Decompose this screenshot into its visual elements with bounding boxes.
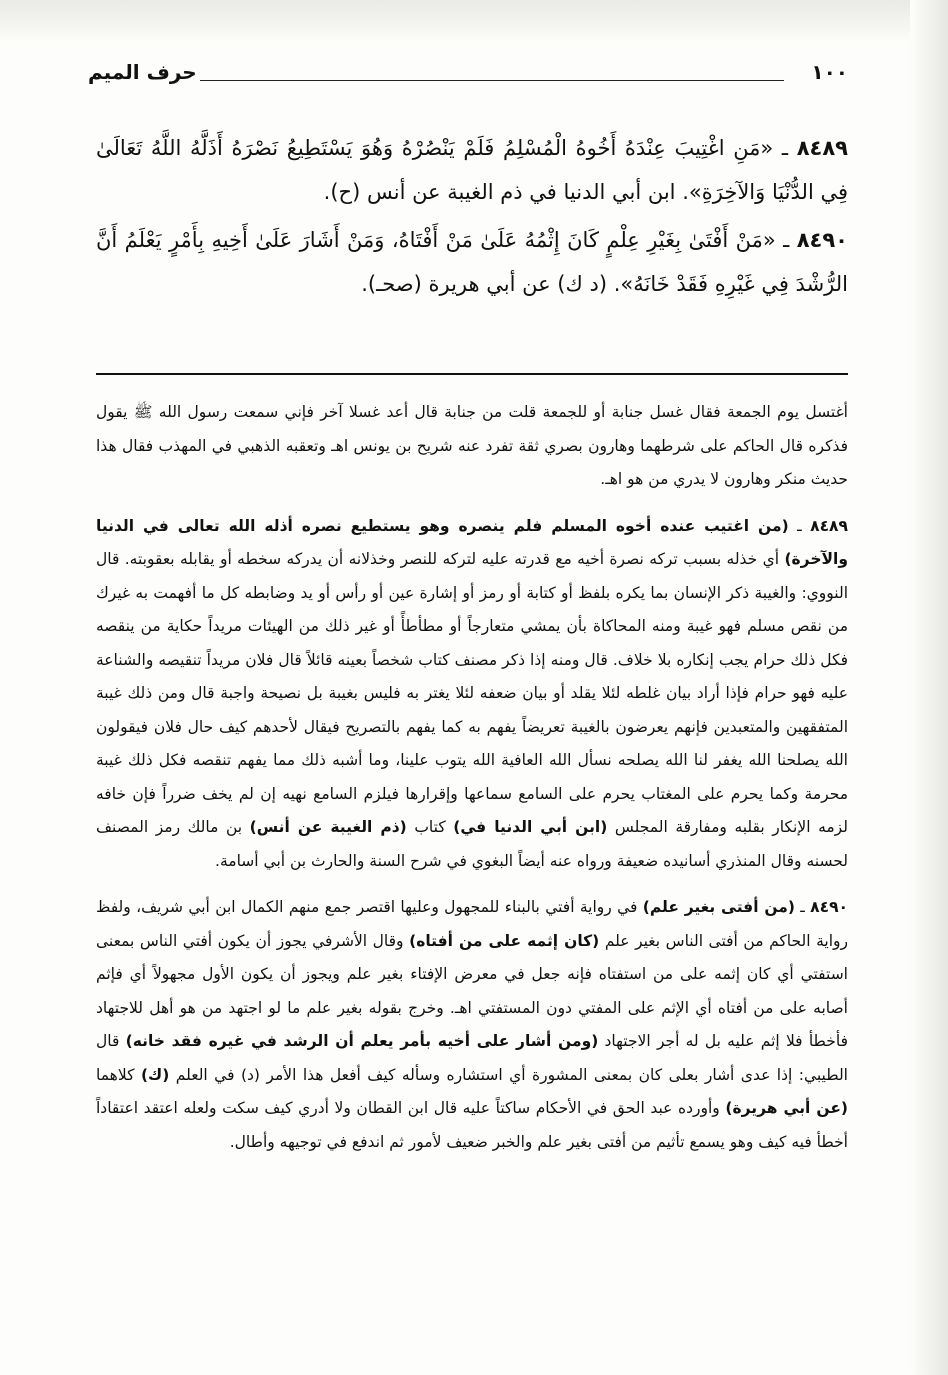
hadith-number: ٨٤٩٠ [796,228,848,252]
commentary-entry-8490: ٨٤٩٠ ـ (من أفتى بغير علم) في رواية أفتي بالبناء للمجهول وعليها اقتصر جمع منهم الكمال ابن أبي شريف، ولفظ رواية الحاكم من أفتى الناس بغير علم (كان إثمه على من أفتاه) وقال الأشرفي يجوز أن يكون أفتي الناس بمعنى استفتي أي كان إثمه على من استفتاه فإنه جعل في معرض الإفتاء بغير علم ويجوز أن يكون الأول مجهولاً أي فإثم أصابه على من أفتاه أي الإثم على المفتي دون المستفتي اهـ. وخرج بقوله بغير علم ما لو اجتهد من هو أهل للاجتهاد فأخطأ فلا إثم عليه بل له أجر الاجتهاد (ومن أشار على أخيه بأمر يعلم أن الرشد في غيره فقد خانه) قال الطيبي: إذا عدى أشار بعلى كان بمعنى المشورة أي استشاره وسأله كيف أفعل هذا الأمر (د) في العلم (ك) كلاهما (عن أبي هريرة) وأورده عبد الحق في الأحكام ساكتاً عليه قال ابن القطان ولا أدري كيف سكت ولعله اعتقد اعتقاداً أخطأ فيه كيف وهو يسمع تأثيم من أفتى بغير علم والخبر ضعيف لأمور ثم اندفع في توجيهه وأطال. [96,898,849,1151]
commentary-text: كلاهما [96,1065,135,1084]
commentary-continuation: أغتسل يوم الجمعة فقال غسل جنابة أو للجمعة قلت من جنابة قال أعد غسلا آخر فإني سمعت رسول الله ﷺ يقول فذكره قال الحاكم على شرطهما وهارون بصري ثقة تفرد عنه شريح بن يونس اهـ وتعقبه الذهبي في المهذب فقال هذا حديث منكر وهارون لا يدري من هو اهـ. [96,403,848,488]
hadith-text-block [96,126,848,310]
commentary-text: بن مالك رمز المصنف لحسنه وقال المنذري أسانيده ضعيفة ورواه عنه أيضاً البغوي في شرح السنة والحارث بن أبي أسامة. [96,818,848,870]
hadith-text: «مَنِ اغْتِيبَ عِنْدَهُ أَخُوهُ الْمُسْلِمُ فَلَمْ يَنْصُرْهُ وَهُوَ يَسْتَطِيعُ نَصْرَهُ أَذَلَّهُ اللَّهُ تَعَالَىٰ فِي الدُّنْيَا وَالآخِرَةِ». [96,136,848,204]
hadith-text: «مَنْ أَفْتَىٰ بِغَيْرِ عِلْمٍ كَانَ إِثْمُهُ عَلَىٰ مَنْ أَفْتَاهُ، وَمَنْ أَشَارَ عَلَىٰ أَخِيهِ بِأَمْرٍ يَعْلَمُ أَنَّ الرُّشْدَ فِي غَيْرِهِ فَقَدْ خَانَهُ». [96,228,848,296]
commentary-source: (ابن أبي الدنيا في) [453,818,608,836]
commentary-quote: (من أفتى بغير علم) [642,898,795,916]
commentary-quote: (ومن أشار على أخيه بأمر يعلم أن الرشد في غيره فقد خانه) [125,1032,599,1050]
commentary-entry-8489: ٨٤٨٩ ـ (من اغتيب عنده أخوه المسلم فلم ينصره وهو يستطيع نصره أذله الله تعالى في الدنيا والآخرة) أي خذله بسبب تركه نصرة أخيه مع قدرته عليه لتركه للنصر وخذلانه أن يدركه سخطه أو يقابله بعقوبته. قال النووي: والغيبة ذكر الإنسان بما يكره بلفظ أو كتابة أو رمز أو إشارة عين أو رأس أو يد وضابطه كل ما أفهمت به غيرك من نقص مسلم فهو غيبة ومنه المحاكاة بأن يمشي متعارجاً أو مطأطأً أو غير ذلك من الهيئات مريداً حكاية من ينقصه فكل ذلك حرام يجب إنكاره بلا خلاف. قال ومنه إذا ذكر مصنف كتاب شخصاً بعينه قائلاً قال فلان مريداً تنقيصه والشناعة عليه فهو حرام فإذا أراد بيان غلطه لئلا يقلد أو بيان ضعفه لئلا يغتر به فليس بغيبة بل نصيحة واجبة قال ومن ذلك غيبة المتفقهين والمتعبدين فإنهم يعرضون بالغيبة تعريضاً يفهم به كما يفهم بالتصريح فيقال لأحدهم كيف حال فلان فيقولون الله يصلحنا الله يغفر لنا الله يصلحه نسأل الله العافية الله يتوب علينا، وما أشبه ذلك مما يفهم تنقصه فكل ذلك غيبة محرمة وكما يحرم على المغتاب يحرم على السامع سماعها وإقرارها فيلزم السامع نهيه إن لم يخف ضرراً فإن خافه لزمه الإنكار بقلبه ومفارقة المجلس (ابن أبي الدنيا في) كتاب (ذم الغيبة عن أنس) بن مالك رمز المصنف لحسنه وقال المنذري أسانيده ضعيفة ورواه عنه أيضاً البغوي في شرح السنة والحارث بن أبي أسامة. [96,516,848,870]
commentary-text: قال الطيبي: إذا عدى أشار بعلى كان بمعنى المشورة أي استشاره وسأله كيف أفعل هذا الأمر (د) في العلم [96,1032,848,1084]
hadith-source: (د ك) عن أبي هريرة (صحـ). [361,272,608,296]
commentary-block [96,396,848,1172]
commentary-text: في رواية أفتي بالبناء للمجهول وعليها اقتصر جمع منهم الكمال ابن أبي شريف، ولفظ رواية الحاكم من أفتى الناس بغير علم [96,898,848,950]
scan-noise-top [0,0,948,40]
commentary-quote: (ك) [140,1065,170,1084]
commentary-quote: (كان إثمه على من أفتاه) [409,931,600,950]
commentary-source: (ذم الغيبة عن أنس) [249,818,407,836]
page-header [88,60,848,90]
header-rule [200,80,784,81]
scan-noise-right [910,0,948,1375]
footnote-divider [96,373,848,375]
commentary-text: أي خذله بسبب تركه نصرة أخيه مع قدرته عليه لتركه للنصر وخذلانه أن يدركه سخطه أو يقابله بعقوبته. قال النووي: والغيبة ذكر الإنسان بما يكره بلفظ أو كتابة أو رمز أو إشارة عين أو رأس أو يد وضابطه كل ما أفهمت به غيرك من نقص مسلم فهو غيبة ومنه المحاكاة بأن يمشي متعارجاً أو مطأطأً أو غير ذلك من الهيئات مريداً حكاية من ينقصه فكل ذلك حرام يجب إنكاره بلا خلاف. قال ومنه إذا ذكر مصنف كتاب شخصاً بعينه قائلاً قال فلان مريداً تنقيصه والشناعة عليه فهو حرام فإذا أراد بيان غلطه لئلا يقلد أو بيان ضعفه لئلا يغتر به فليس بغيبة بل نصيحة واجبة قال ومن ذلك غيبة المتفقهين والمتعبدين فإنهم يعرضون بالغيبة تعريضاً يفهم به كما يفهم بالتصريح فيقال لأحدهم كيف حال فلان فيقولون الله يصلحنا الله يغفر لنا الله يصلحه نسأل الله العافية الله يتوب علينا، وما أشبه ذلك مما يفهم تنقصه فكل ذلك غيبة محرمة وكما يحرم على المغتاب يحرم على السامع سماعها وإقرارها فيلزم السامع نهيه إن لم يخف ضرراً فإن خافه لزمه الإنكار بقلبه ومفارقة المجلس [96,550,848,836]
chapter-title: حرف الميم [88,60,197,84]
commentary-text: وقال الأشرفي يجوز أن يكون أفتي الناس بمعنى استفتي أي كان إثمه على من استفتاه فإنه جعل في معرض الإفتاء بغير علم ويجوز أن يكون الأول مجهولاً أي فإثم أصابه على من أفتاه أي الإثم على المفتي دون المستفتي اهـ. وخرج بقوله بغير علم ما لو اجتهد من هو أهل للاجتهاد فأخطأ فلا إثم عليه بل له أجر الاجتهاد [96,931,848,1050]
hadith-entry: ٨٤٩٠ ـ «مَنْ أَفْتَىٰ بِغَيْرِ عِلْمٍ كَانَ إِثْمُهُ عَلَىٰ مَنْ أَفْتَاهُ، وَمَنْ أَشَارَ عَلَىٰ أَخِيهِ بِأَمْرٍ يَعْلَمُ أَنَّ الرُّشْدَ فِي غَيْرِهِ فَقَدْ خَانَهُ». (د ك) عن أبي هريرة (صحـ). [96,228,848,296]
hadith-entry: ٨٤٨٩ ـ «مَنِ اغْتِيبَ عِنْدَهُ أَخُوهُ الْمُسْلِمُ فَلَمْ يَنْصُرْهُ وَهُوَ يَسْتَطِيعُ نَصْرَهُ أَذَلَّهُ اللَّهُ تَعَالَىٰ فِي الدُّنْيَا وَالآخِرَةِ». ابن أبي الدنيا في ذم الغيبة عن أنس (ح). [96,136,848,204]
commentary-quote: (من اغتيب عنده أخوه المسلم فلم ينصره وهو يستطيع نصره أذله الله تعالى في الدنيا والآخرة) [96,516,848,568]
commentary-number: ٨٤٨٩ [810,516,848,535]
page-number: ١٠٠ [811,60,848,84]
commentary-text: وأورده عبد الحق في الأحكام ساكتاً عليه قال ابن القطان ولا أدري كيف سكت ولعله اعتقد اعتقاداً أخطأ فيه كيف وهو يسمع تأثيم من أفتى بغير علم والخبر ضعيف لأمور ثم اندفع في توجيهه وأطال. [96,1099,848,1151]
commentary-quote: (عن أبي هريرة) [725,1099,848,1117]
hadith-number: ٨٤٨٩ [796,136,848,160]
commentary-text: كتاب [414,818,446,836]
commentary-number: ٨٤٩٠ [810,898,849,916]
hadith-source: ابن أبي الدنيا في ذم الغيبة عن أنس (ح). [323,180,676,204]
